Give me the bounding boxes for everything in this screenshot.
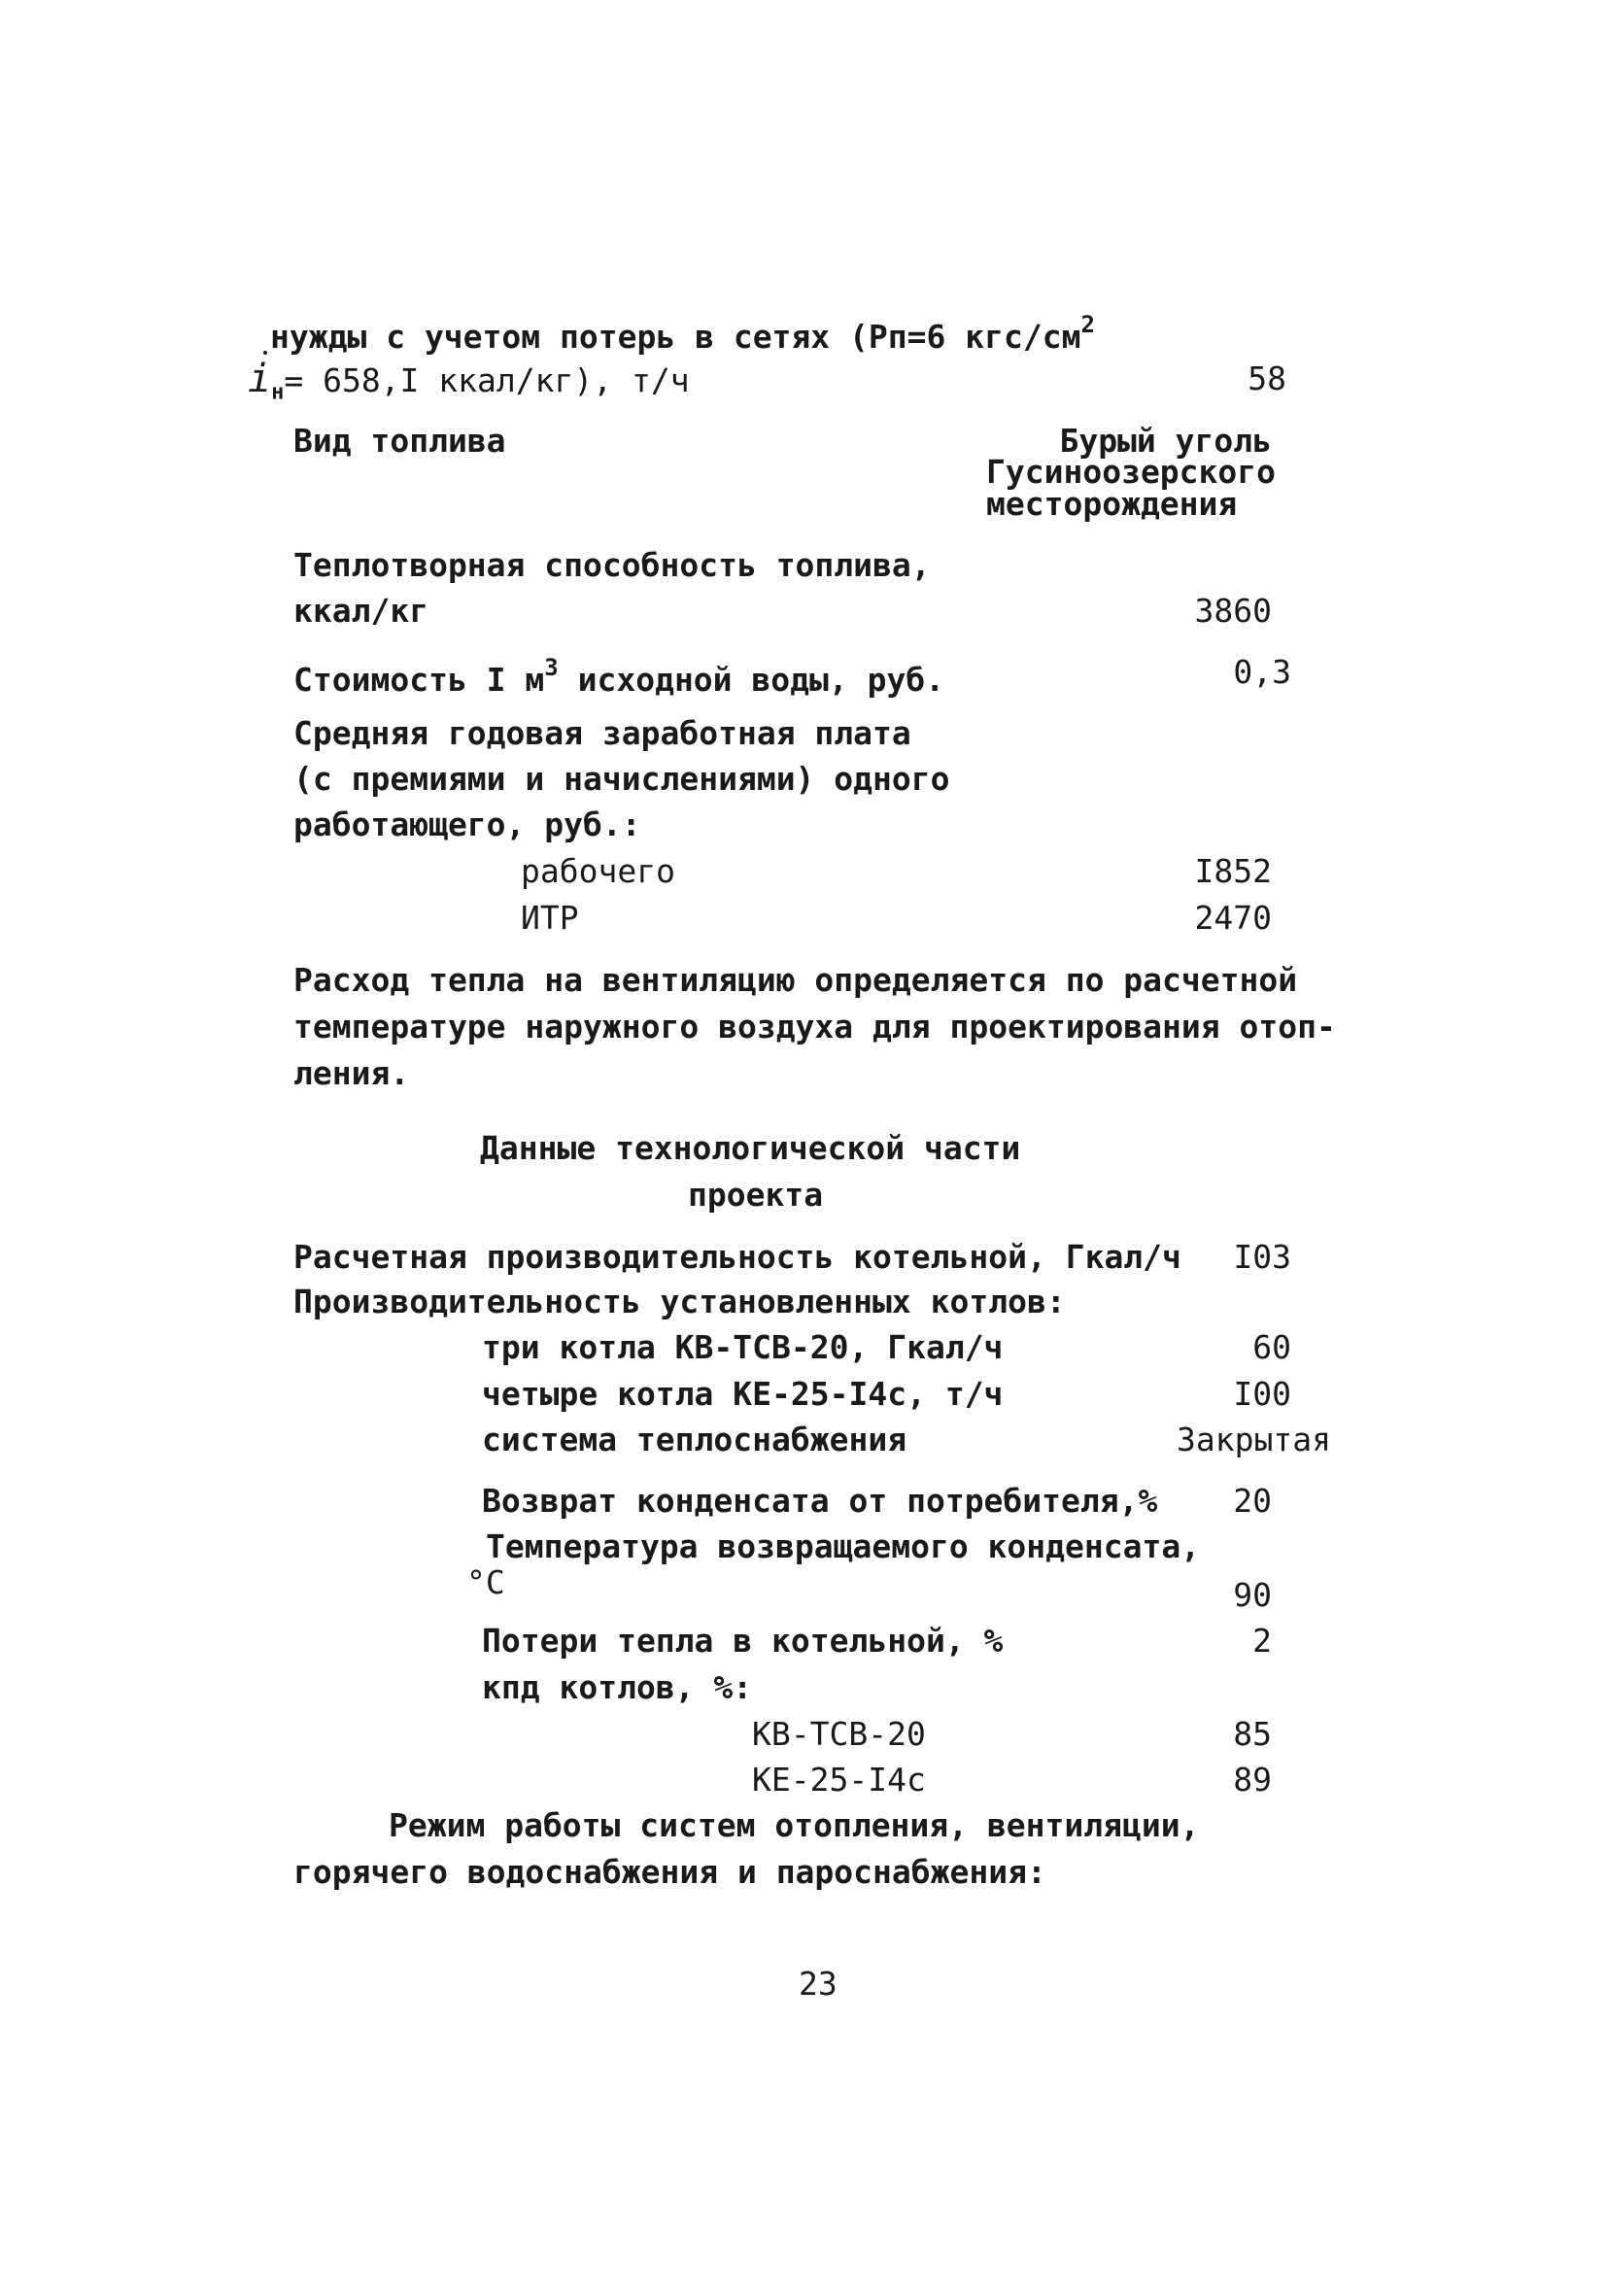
heat-loss-label: Потери тепла в котельной, % (482, 1622, 1004, 1660)
salary-row-label: ИТР (521, 899, 579, 937)
section-heading-line-2: проекта (688, 1176, 824, 1214)
efficiency-row-value: 89 (1233, 1761, 1272, 1799)
ventilation-note-line-3: ления. (293, 1054, 410, 1092)
section-heading-line-1: Данные технологической части (480, 1129, 1021, 1167)
salary-row-value: 2470 (1194, 899, 1272, 937)
salary-line-1: Средняя годовая заработная плата (293, 714, 911, 752)
ventilation-note-line-1: Расход тепла на вентиляцию определяется по расчетной (293, 961, 1298, 999)
condensate-temp-value: 90 (1233, 1576, 1272, 1614)
condensate-temp-unit: °C (466, 1563, 505, 1601)
boiler-capacity-value: I03 (1233, 1238, 1291, 1276)
stray-mark (263, 351, 267, 355)
water-cost-label: Стоимость I $м^3$ исходной воды, руб. (293, 654, 945, 699)
salary-line-2: (с премиями и начислениями) одного (293, 760, 950, 798)
mode-line-2: горячего водоснабжения и пароснабжения: (293, 1853, 1046, 1891)
ventilation-note-line-2: температуре наружного воздуха для проектирования отоп- (293, 1008, 1336, 1045)
fuel-value-line-3: месторождения (986, 485, 1238, 523)
condensate-return-label: Возврат конденсата от потребителя,% (482, 1482, 1158, 1520)
calorific-value: 3860 (1194, 592, 1272, 630)
salary-row-value: I852 (1194, 852, 1272, 890)
installed-row-value: 60 (1252, 1328, 1291, 1366)
intro-value: 58 (1248, 360, 1286, 397)
installed-row-label: четыре котла КЕ-25-I4с, т/ч (482, 1375, 1004, 1413)
page-number: 23 (799, 1965, 838, 2003)
mode-line-1: Режим работы систем отопления, вентиляции, (389, 1806, 1200, 1844)
salary-row-label: рабочего (521, 852, 675, 890)
installed-row-label: система теплоснабжения (482, 1421, 907, 1458)
intro-line-2: $i_н= 658,I$ ккал/кг), т/ч (248, 357, 690, 405)
fuel-label: Вид топлива (293, 422, 506, 460)
heat-loss-value: 2 (1252, 1622, 1272, 1660)
fuel-value-line-2: Гусиноозерского (986, 453, 1277, 491)
water-cost-value: 0,3 (1233, 653, 1291, 691)
condensate-return-value: 20 (1233, 1482, 1272, 1520)
salary-line-3: работающего, руб.: (293, 805, 641, 843)
efficiency-row-label: КЕ-25-I4с (752, 1761, 926, 1799)
installed-row-value: I00 (1233, 1375, 1291, 1413)
efficiency-row-value: 85 (1233, 1715, 1272, 1753)
calorific-line-1: Теплотворная способность топлива, (293, 546, 931, 584)
installed-label: Производительность установленных котлов: (293, 1283, 1066, 1320)
fuel-value-line-1: Бурый уголь (1059, 422, 1272, 460)
calorific-line-2: ккал/кг (293, 592, 429, 630)
efficiency-row-label: КВ-ТСВ-20 (752, 1715, 926, 1753)
installed-row-label: три котла КВ-ТСВ-20, Гкал/ч (482, 1328, 1004, 1366)
boiler-capacity-label: Расчетная производительность котельной, Гкал/ч (293, 1238, 1181, 1276)
intro-line-1: нужды с учетом потерь в сетях (Pп=6 кгс/$см^2$ (270, 311, 1095, 356)
condensate-temp-line-1: Температура возвращаемого конденсата, (486, 1527, 1201, 1565)
efficiency-label: кпд котлов, %: (482, 1668, 753, 1706)
installed-row-value: Закрытая (1177, 1421, 1331, 1458)
